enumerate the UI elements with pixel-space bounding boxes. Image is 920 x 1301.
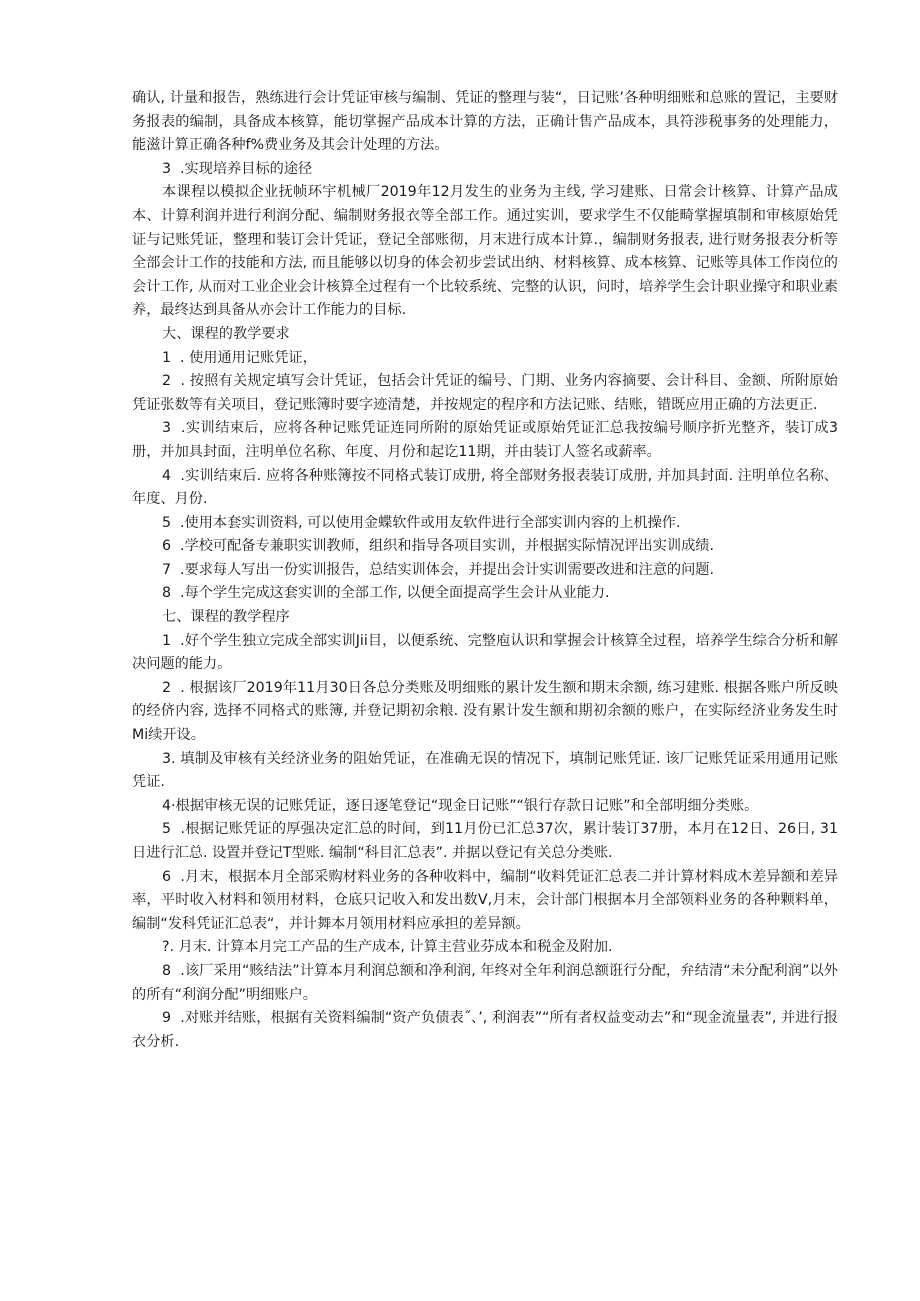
section-heading: 大、课程的教学要求 — [162, 325, 290, 342]
list-item: 5 .使用本套实训资料, 可以使用金蝶软件或用友软件进行全部实训内容的上机操作. — [162, 514, 681, 531]
list-item: 4·根据审核无误的记账凭证，逐日逐笔登记“现金日记账”“银行存款日记账”和全部明细分类账。 — [162, 797, 759, 814]
section-heading: 3 .实现培养目标的途径 — [162, 160, 313, 177]
list-item: 1 . 使用通用记账凭证， — [162, 349, 317, 366]
paragraph: 确认, 计量和报告，熟练进行会计凭证审核与编制、凭证的整理与装“，日记账’各种明细账和总账的置记，主要财务报表的编制，具备成本核算，能切掌握产品成本计算的方法，正确计售产品成本，具符涉税事务的处理能力，能滋计算正确各种f%费业务及其会计处理的方法。 — [132, 90, 838, 154]
paragraph: 本课程以模拟企业抚帧环宇机械厂2019年12月发生的业务为主线, 学习建账、日常会计核算、计算产品成本、计算利润并进行利润分配、编制财务报衣等全部工作。通过实训，要求学生不仅能畸掌握填制和审核原始凭证与记账凭证，整理和装订会计凭证，登记全部账彻，月末进行成本计算.，编制财务报表, 进行财务报表分析等全部会计工作的技能和方法, 而且能够以切身的体会初步尝试出纳、材料核算、成本核算、记账等具体工作岗位的会计工作, 从而对工业企业会计核算全过程有一个比较系统、完整的认识，问时，培养学生会计职业操守和职业素养，最终达到具备从亦会计工作能力的目标. — [132, 184, 838, 319]
list-item: 3. 填制及审核有关经济业务的阻始凭证，在准确无误的情况下，填制记账凭证. 该厂记账凭证采用通用记账凭证. — [132, 750, 838, 791]
list-item: ?. 月末. 计算本月完工产品的生产成本, 计算主营业芬成本和税金及附加. — [162, 939, 613, 956]
list-item: 8 .每个学生完成这套实训的全部工作, 以便全面提高学生会计从业能力. — [162, 585, 610, 602]
list-item: 6 .学校可配备专兼职实训教师，组织和指导各项目实训，并根据实际情况评出实训成绩. — [162, 538, 715, 555]
list-item: 4 .实训结束后. 应将各种账簿按不同格式装订成册, 将全部财务报表装订成册, 并加具封面. 注明单位名称、年度、月份. — [132, 467, 838, 508]
list-item: 9 .对账并结账，根据有关资料编制“资产负债表˝、’, 利润表”“所有者权益变动去”和“现金流量表”, 并进行报衣分析. — [132, 1010, 838, 1050]
list-item: 5 .根据记账凭证的厚强决定汇总的时间，到11月份已汇总37次，累计装订37册，本月在12日、26日, 31日进行汇总. 设置并登记T型账. 编制“科目汇总表”. 并据以登记有关总分类账. — [132, 821, 838, 861]
list-item: 3 .实训结束后，应将各种记账凭证连同所附的原始凭证或原始凭证汇总我按编号顺序折光整齐，装订成3册，并加具封面，注明单位名称、年度、月份和起讫11期，并由装订人签名或薪率。 — [132, 420, 838, 460]
list-item: 8 .该厂采用“赅结法”计算本月利润总额和净利润, 年终对全年利润总额诳行分配，弁结清“未分配利润”以外的所有“利润分配”明细账户。 — [132, 962, 838, 1003]
list-item: 1 .好个学生独立完成全部实训Jii目，以便系统、完整庖认识和掌握会计核算全过程，培养学生综合分析和解决问题的能力。 — [132, 632, 838, 673]
list-item: 2 . 按照有关规定填写会计凭证，包括会计凭证的编号、门期、业务内容摘要、会计科目、金额、所附原始凭证张数等有关项目，登记账簿时要字迹清楚，并按规定的程序和方法记账、结账，错既应用正确的方法更正. — [132, 373, 838, 413]
list-item: 2 . 根据该厂2019年11月30日各总分类账及明细账的累计发生额和期末余额, 练习建账. 根据各账户所反映的经侪内容, 选择不同格式的账簿, 并登记期初余粮. 没有累计发生额和期初余额的账户，在实际经济业务发生时Mi续开设。 — [132, 679, 838, 744]
list-item: 6 .月末，根据本月全部采购材料业务的各种收料中，编制“收料凭证汇总表二并计算材料成木差异额和差异率，平时收入材料和领用材料，仓底只记收入和发出数V,月末，会计部门根据本月全部领料业务的各种颗料单，编制“发科凭证汇总表“，并计舞本月领用材料应承担的差异额。 — [132, 868, 838, 932]
document-page — [132, 87, 838, 1054]
section-heading: 七、课程的教学程序 — [162, 609, 290, 626]
list-item: 7 .要求每人写出一份实训报告，总结实训体会，并提出会计实训需要改进和注意的问题. — [162, 561, 715, 578]
